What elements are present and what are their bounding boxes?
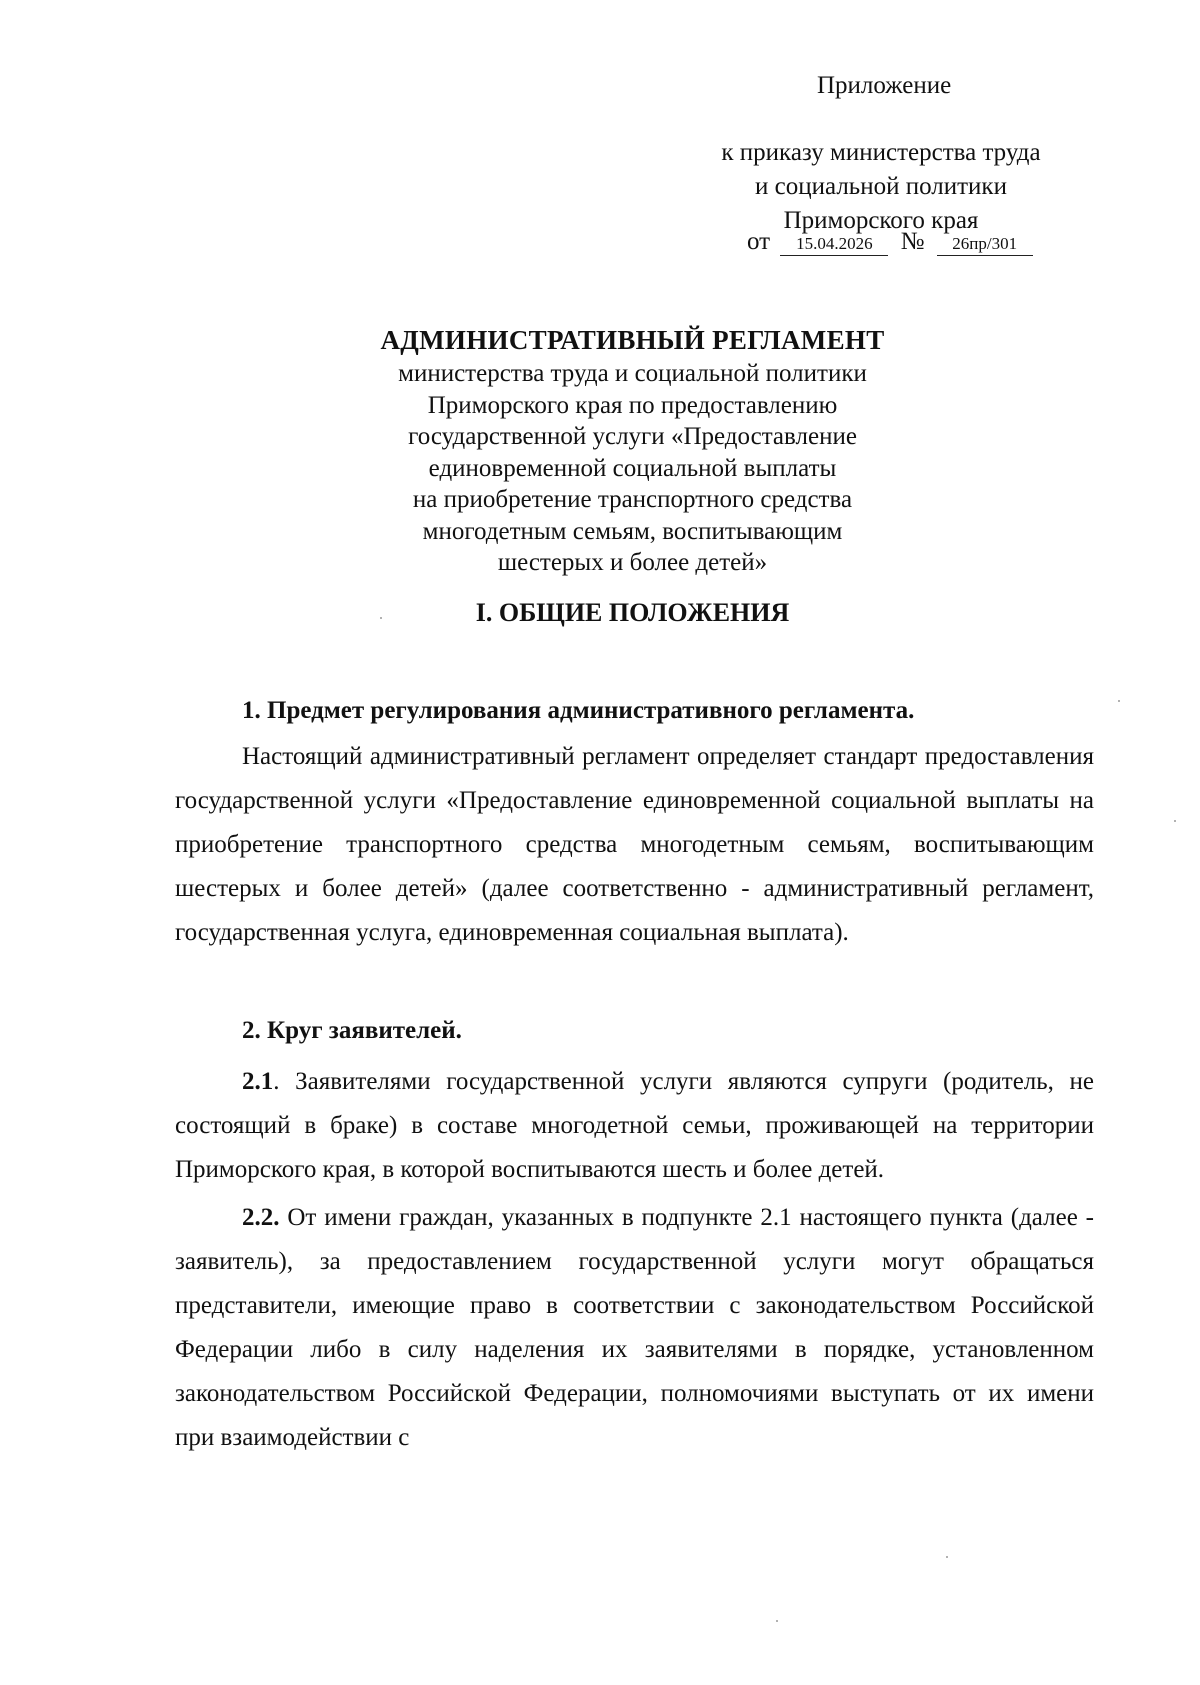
clause-2-heading: 2. Круг заявителей. — [242, 1017, 462, 1044]
clause-2-1-number: 2.1 — [242, 1068, 274, 1095]
order-number: 26пр/301 — [937, 233, 1033, 256]
order-date-line — [747, 228, 1033, 256]
clause-2-2-number: 2.2. — [242, 1204, 280, 1231]
title-sub-line: министерства труда и социальной политики — [398, 360, 867, 387]
title-sub-line: шестерых и более детей» — [497, 549, 768, 576]
scan-speck — [380, 617, 382, 619]
section-title: I. ОБЩИЕ ПОЛОЖЕНИЯ — [475, 598, 790, 627]
title-sub-line: единовременной социальной выплаты — [428, 454, 837, 482]
clause-2-2-paragraph — [175, 1196, 1094, 1460]
number-label: № — [900, 228, 925, 255]
scan-speck — [1118, 700, 1120, 702]
clause-2-1-text: . Заявителями государственной услуги являются супруги (родитель, не состоящий в браке) в составе многодетной семьи, проживающей на территории Приморского края, в которой воспитываются шесть и более детей. — [175, 1068, 1094, 1183]
scan-speck — [1174, 820, 1176, 822]
title-sub-line: на приобретение транспортного средства — [412, 486, 853, 513]
document-title — [300, 322, 965, 579]
appendix-label: Приложение — [817, 72, 952, 99]
clause-2-1-paragraph — [175, 1060, 1094, 1192]
order-line: к приказу министерства труда — [721, 139, 1041, 166]
title-sub-line: многодетным семьям, воспитывающим — [422, 517, 843, 545]
date-prefix: от — [747, 228, 771, 255]
clause-2-2-text: От имени граждан, указанных в подпункте 2.1 настоящего пункта (далее - заявитель), за предоставлением государственной услуги могут обращаться представители, имеющие право в соответствии с законодательством Российской Федерации либо в силу наделения их заявителями в порядке, установленном законодательством Российской Федерации, полномочиями выступать от их имени при взаимодействии с — [175, 1204, 1094, 1451]
order-reference — [690, 136, 1072, 238]
order-date: 15.04.2026 — [780, 233, 888, 256]
title-sub-line: Приморского края по предоставлению — [427, 391, 838, 419]
clause-1-heading: 1. Предмет регулирования административного регламента. — [242, 697, 915, 724]
scan-speck — [946, 1556, 948, 1558]
title-sub-line: государственной услуги «Предоставление — [408, 423, 857, 450]
title-main: АДМИНИСТРАТИВНЫЙ РЕГЛАМЕНТ — [380, 325, 885, 355]
scan-speck — [776, 1620, 778, 1622]
order-line: и социальной политики — [755, 173, 1007, 200]
clause-1-text: Настоящий административный регламент определяет стандарт предоставления государственной услуги «Предоставление единовременной социальной выплаты на приобретение транспортного средства многодетным семьям, воспитывающим шестерых и более детей» (далее соответственно - административный регламент, государственная услуга, единовременная социальная выплата). — [175, 743, 1094, 946]
order-line: Приморского края — [783, 207, 979, 234]
